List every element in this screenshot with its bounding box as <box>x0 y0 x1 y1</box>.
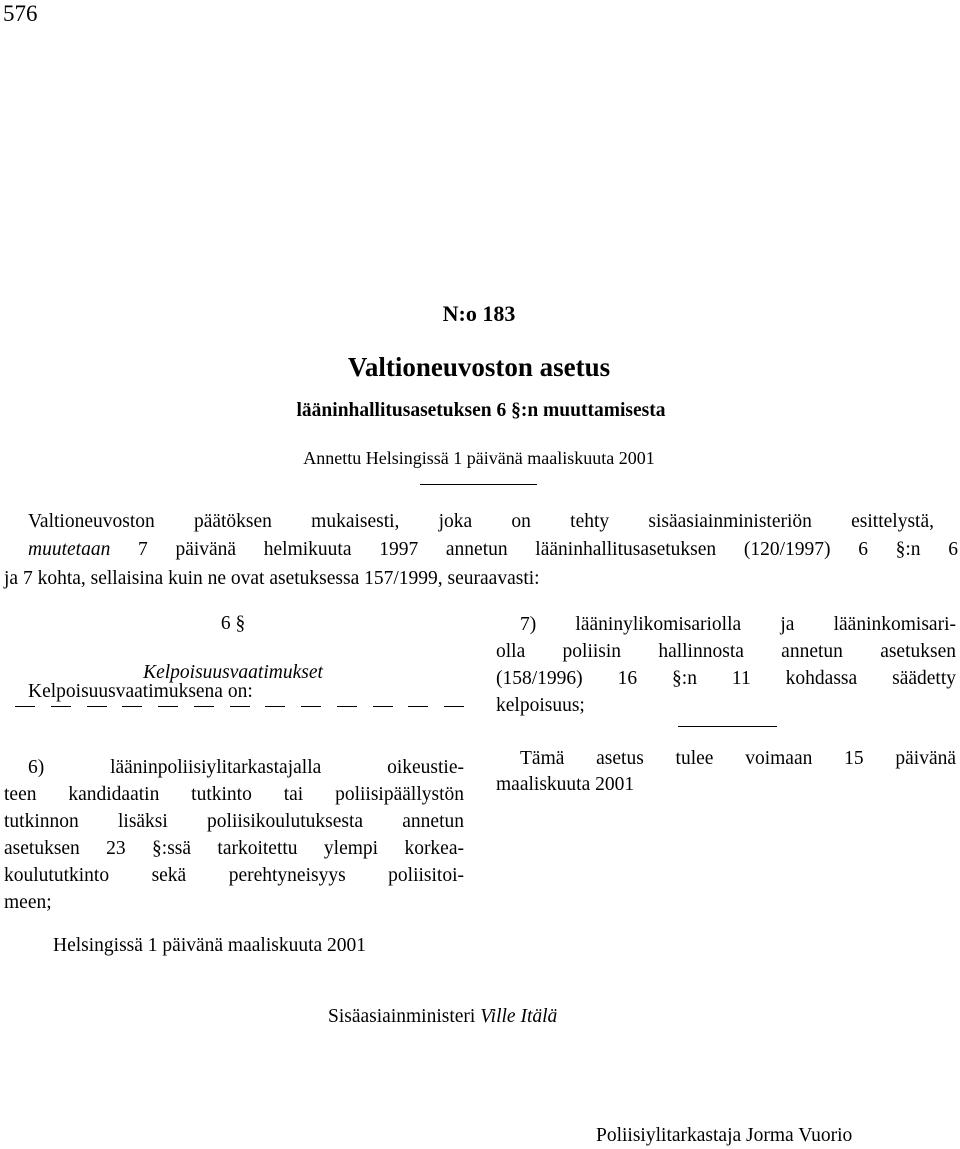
item-7-line: kelpoisuus; <box>496 695 585 716</box>
entry-into-force-line: maaliskuuta 2001 <box>496 774 635 795</box>
item-7-line: (158/1996) 16 §:n 11 kohdassa säädetty <box>496 668 956 689</box>
document-subtitle: lääninhallitusasetuksen 6 §:n muuttamisesta <box>296 400 666 421</box>
place-and-date: Helsingissä 1 päivänä maaliskuuta 2001 <box>53 935 367 956</box>
page-number: 576 <box>3 1 38 26</box>
item-6-line: teen kandidaatin tutkinto tai poliisipäällystön <box>4 784 464 805</box>
item-6-line: asetuksen 23 §:ssä tarkoitettu ylempi korkea- <box>4 838 464 859</box>
minister-title: Sisäasiainministeri <box>328 1006 476 1027</box>
statute-number: N:o 183 <box>442 301 516 326</box>
minister-name: Ville Itälä <box>480 1006 558 1027</box>
given-date: Annettu Helsingissä 1 päivänä maaliskuuta 2001 <box>303 448 655 468</box>
title-divider <box>420 484 537 485</box>
item-7-line: 7) lääninylikomisariolla ja lääninkomisari- <box>520 614 956 635</box>
item-6-line: meen; <box>4 892 52 913</box>
intro-emphasis: muutetaan <box>28 539 111 560</box>
item-6-line: tutkinnon lisäksi poliisikoulutuksesta annetun <box>4 811 464 832</box>
document-title: Valtioneuvoston asetus <box>347 352 611 382</box>
section-lead: Kelpoisuusvaatimuksena on: <box>28 681 253 702</box>
official-signature: Poliisiylitarkastaja Jorma Vuorio <box>596 1125 853 1146</box>
intro-line-2 <box>28 536 958 563</box>
section-number: 6 § <box>220 613 246 634</box>
section-heading: Kelpoisuusvaatimukset <box>143 662 323 683</box>
item-6-line: koulututkinto sekä perehtyneisyys poliisitoi- <box>4 865 464 886</box>
entry-into-force-line: Tämä asetus tulee voimaan 15 päivänä <box>520 748 956 769</box>
section-divider <box>678 726 777 727</box>
intro-line-2-text: 7 päivänä helmikuuta 1997 annetun lääninhallitusasetuksen (120/1997) 6 §:n 6 <box>110 539 958 560</box>
minister-signature <box>328 1003 557 1030</box>
omitted-text-dashes <box>15 706 464 707</box>
item-6-line: 6) lääninpoliisiylitarkastajalla oikeustie- <box>28 757 464 778</box>
item-7-line: olla poliisin hallinnosta annetun asetuksen <box>496 641 956 662</box>
intro-line-3: ja 7 kohta, sellaisina kuin ne ovat asetuksessa 157/1999, seuraavasti: <box>4 568 540 589</box>
intro-line-1: Valtioneuvoston päätöksen mukaisesti, joka on tehty sisäasiainministeriön esittelystä, <box>28 511 934 532</box>
